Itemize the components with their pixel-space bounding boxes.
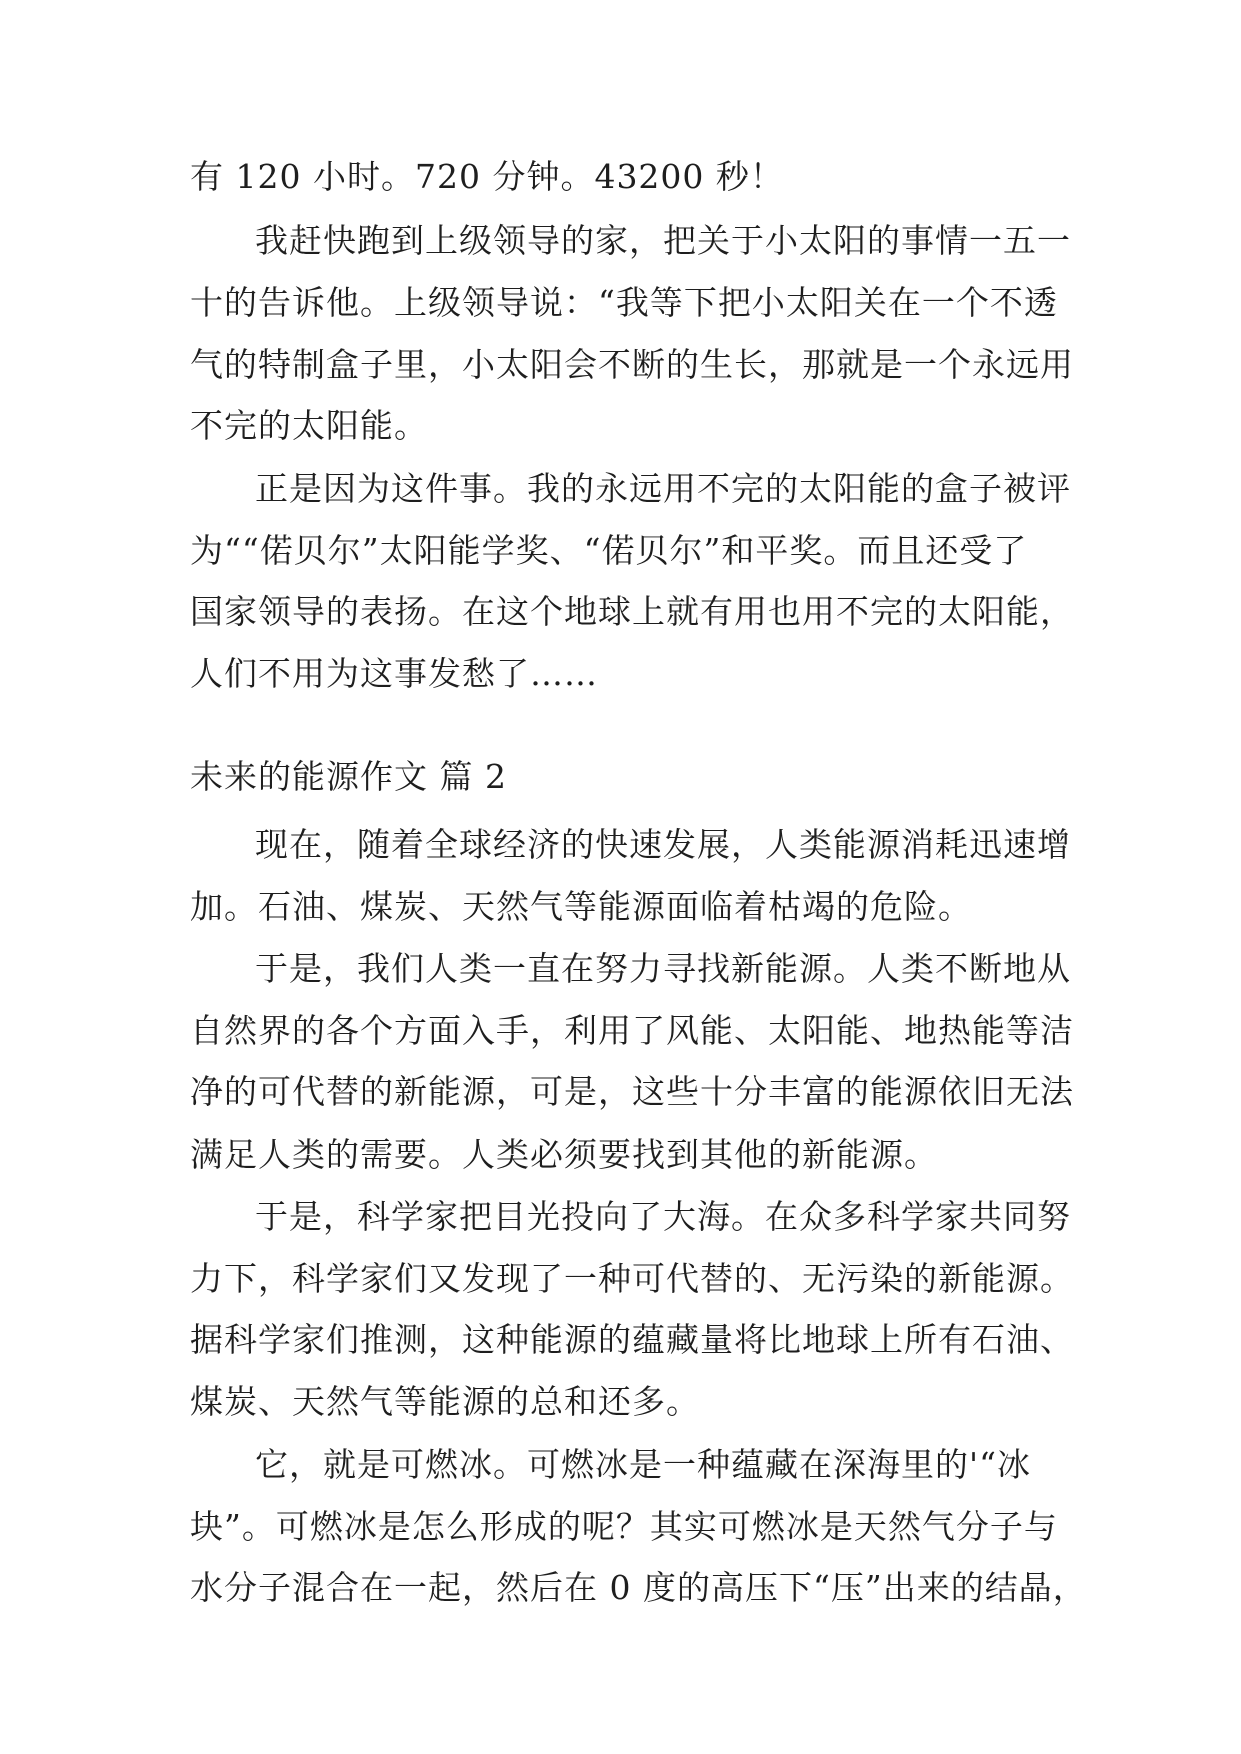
- text-line: 水分子混合在一起，然后在 0 度的高压下“压”出来的结晶，: [190, 1568, 1087, 1607]
- text-line: 煤炭、天然气等能源的总和还多。: [190, 1382, 700, 1421]
- text-line: 力下，科学家们又发现了一种可代替的、无污染的新能源。: [190, 1259, 1074, 1298]
- text-line: 满足人类的需要。人类必须要找到其他的新能源。: [190, 1135, 938, 1174]
- text-line: 有 120 小时。720 分钟。43200 秒！: [190, 157, 784, 196]
- text-line: 不完的太阳能。: [190, 406, 428, 445]
- text-line: 国家领导的表扬。在这个地球上就有用也用不完的太阳能，: [190, 592, 1074, 631]
- text-line: 气的特制盒子里，小太阳会不断的生长，那就是一个永远用: [190, 345, 1074, 384]
- text-line: 净的可代替的新能源，可是，这些十分丰富的能源依旧无法: [190, 1072, 1074, 1111]
- paragraph-first-line: 于是，科学家把目光投向了大海。在众多科学家共同努: [255, 1197, 1071, 1236]
- text-line: 加。石油、煤炭、天然气等能源面临着枯竭的危险。: [190, 887, 972, 926]
- text-line: 自然界的各个方面入手，利用了风能、太阳能、地热能等洁: [190, 1011, 1074, 1050]
- text-line: 人们不用为这事发愁了……: [190, 654, 598, 693]
- paragraph-first-line: 我赶快跑到上级领导的家，把关于小太阳的事情一五一: [255, 221, 1071, 260]
- text-line: 据科学家们推测，这种能源的蕴藏量将比地球上所有石油、: [190, 1320, 1074, 1359]
- paragraph-first-line: 现在，随着全球经济的快速发展，人类能源消耗迅速增: [255, 825, 1071, 864]
- paragraph-first-line: 正是因为这件事。我的永远用不完的太阳能的盒子被评: [255, 469, 1071, 508]
- text-line: 块”。可燃冰是怎么形成的呢？其实可燃冰是天然气分子与: [190, 1507, 1058, 1546]
- text-line: 为““偌贝尔”太阳能学奖、“偌贝尔”和平奖。而且还受了: [190, 531, 1028, 570]
- paragraph-first-line: 于是，我们人类一直在努力寻找新能源。人类不断地从: [255, 949, 1071, 988]
- section-title: 未来的能源作文 篇 2: [190, 757, 507, 796]
- paragraph-first-line: 它，就是可燃冰。可燃冰是一种蕴藏在深海里的'“冰: [255, 1445, 1031, 1484]
- text-line: 十的告诉他。上级领导说：“我等下把小太阳关在一个不透: [190, 283, 1058, 322]
